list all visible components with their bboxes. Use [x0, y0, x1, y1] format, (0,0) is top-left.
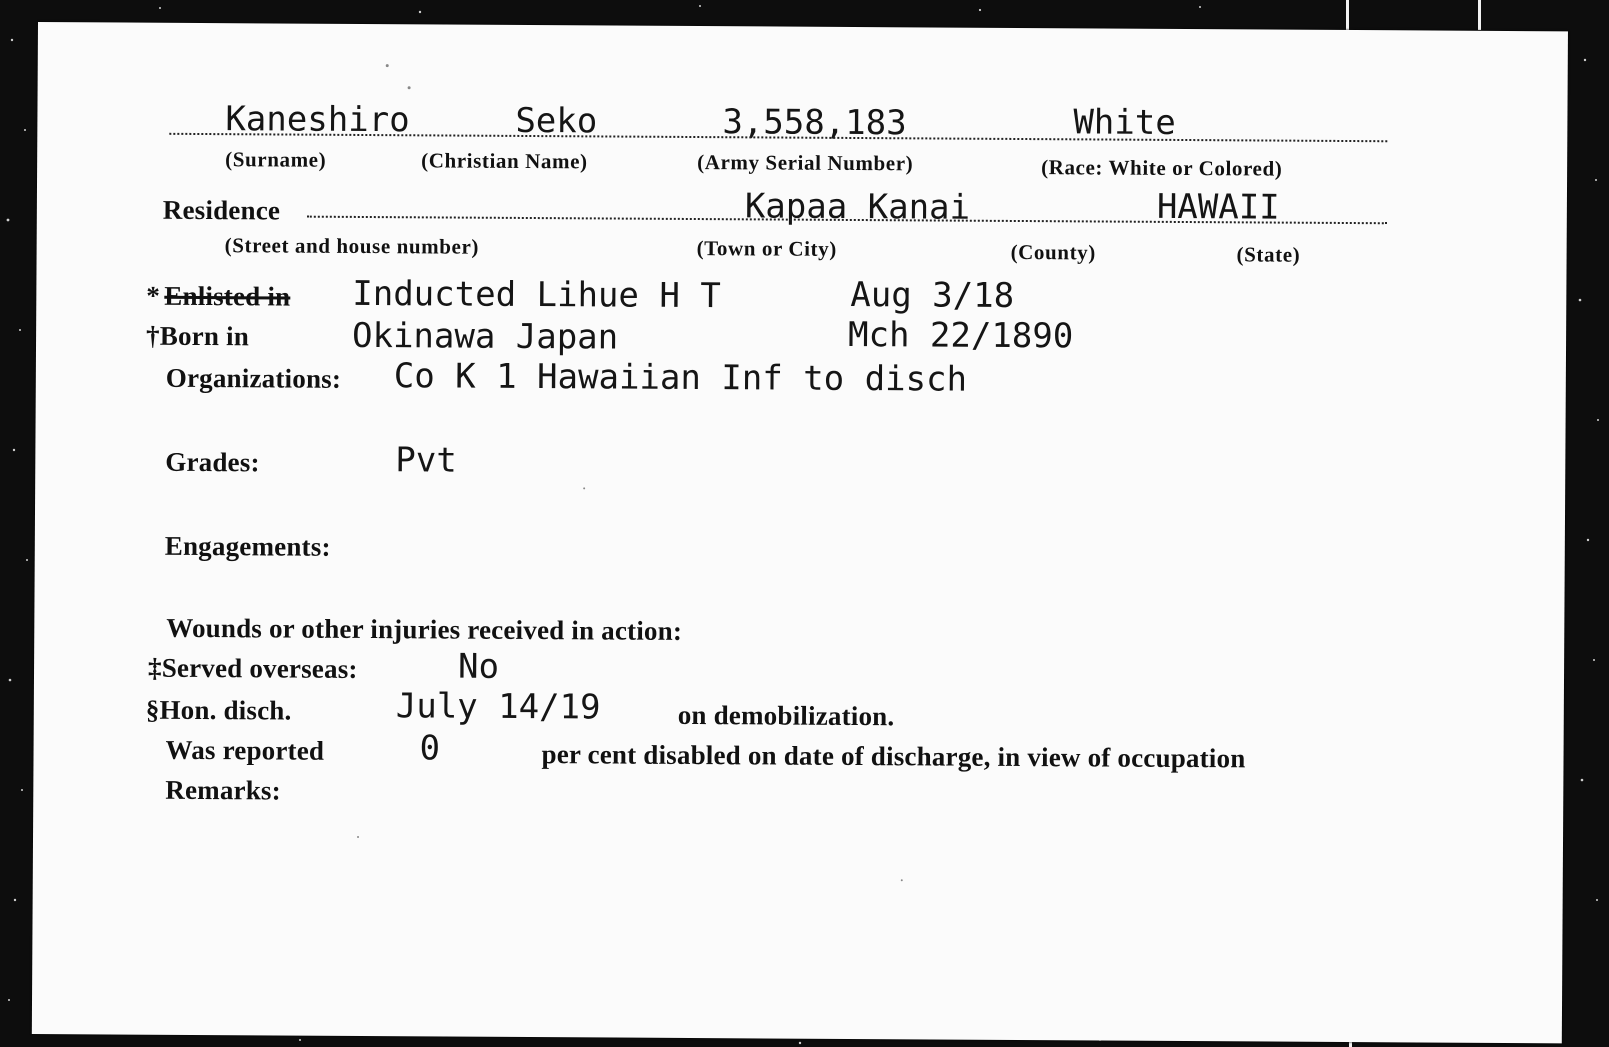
race-value: White — [1073, 102, 1176, 143]
paper-speck — [583, 487, 585, 489]
paper-speck — [357, 836, 359, 838]
service-record-card — [32, 22, 1568, 1043]
paper-speck — [408, 86, 411, 89]
born-place-value: Okinawa Japan — [351, 315, 619, 358]
enlisted-label-struck: Enlisted in — [164, 280, 291, 312]
christian-name-caption: (Christian Name) — [421, 148, 588, 174]
engagements-label: Engagements: — [164, 530, 331, 562]
wounds-label: Wounds or other injuries received in action: — [166, 612, 683, 646]
race-caption: (Race: White or Colored) — [1041, 155, 1283, 181]
residence-town-value: Kapaa Kanai — [744, 186, 971, 228]
army-serial-number-value: 3,558,183 — [722, 102, 907, 144]
paper-speck — [386, 64, 389, 67]
state-caption: (State) — [1236, 242, 1301, 267]
paper-speck — [901, 879, 903, 881]
film-edge-line — [1346, 0, 1349, 30]
organizations-label: Organizations: — [165, 362, 342, 394]
residence-label: Residence — [162, 194, 281, 226]
served-overseas-label: ‡Served overseas: — [147, 652, 358, 684]
christian-name-value: Seko — [515, 100, 598, 142]
born-date-value: Mch 22/1890 — [847, 314, 1074, 357]
surname-caption: (Surname) — [225, 147, 327, 172]
street-caption: (Street and house number) — [224, 233, 480, 259]
served-overseas-value: No — [457, 646, 500, 687]
remarks-label: Remarks: — [165, 774, 281, 806]
hon-disch-date-value: July 14/19 — [395, 686, 601, 728]
disabled-percent-value: 0 — [419, 728, 441, 769]
grades-label: Grades: — [165, 446, 260, 478]
inducted-date-value: Aug 3/18 — [850, 274, 1015, 316]
army-serial-caption: (Army Serial Number) — [697, 150, 914, 176]
residence-state-value: HAWAII — [1156, 186, 1280, 228]
film-edge-line — [1478, 0, 1481, 30]
hon-disch-label: §Hon. disch. — [145, 694, 292, 726]
organizations-value: Co K 1 Hawaiian Inf to disch — [393, 356, 968, 400]
grades-value: Pvt — [395, 440, 457, 481]
town-caption: (Town or City) — [696, 236, 837, 261]
disabled-text: per cent disabled on date of discharge, in view of occupation — [541, 739, 1246, 774]
was-reported-label: Was reported — [165, 734, 325, 766]
hon-disch-suffix: on demobilization. — [677, 699, 895, 732]
surname-value: Kaneshiro — [225, 99, 410, 141]
county-caption: (County) — [1010, 239, 1096, 265]
born-label: †Born in — [145, 320, 250, 352]
enlisted-mark: * — [146, 280, 161, 311]
inducted-value: Inducted Lihue H T — [352, 273, 721, 317]
